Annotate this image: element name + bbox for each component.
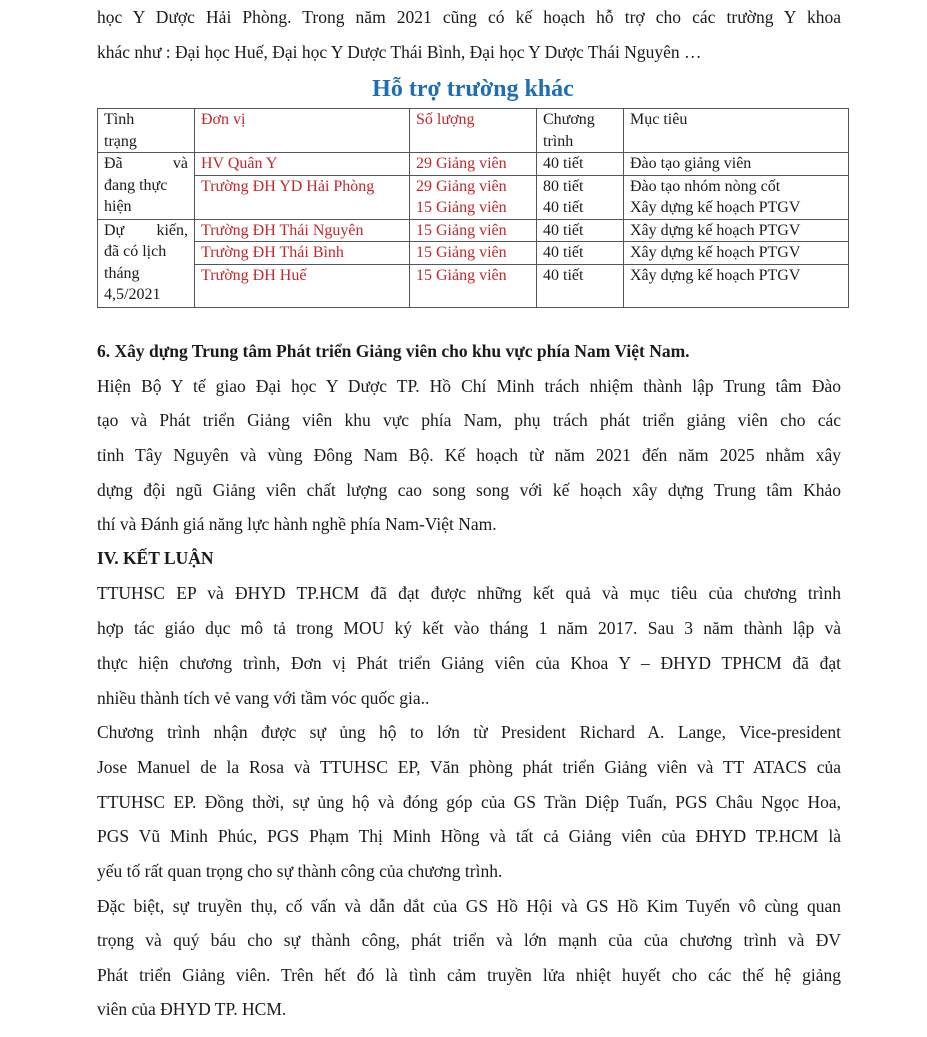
table-row [98,175,849,219]
goal-cell: Đào tạo giảng viên [624,153,849,176]
status-planned-cell: Dự kiến, đã có lịch tháng 4,5/2021 [98,219,195,307]
table-row [98,219,849,242]
table-row [98,264,849,307]
conclusion-line: PGS Vũ Minh Phúc, PGS Phạm Thị Minh Hồng và tất cả Giảng viên của ĐHYD TP.HCM là [97,826,841,846]
conclusion-line: thực hiện chương trình, Đơn vị Phát triển Giảng viên của Khoa Y – ĐHYD TPHCM đã đạt [97,653,841,673]
section6-heading: 6. Xây dựng Trung tâm Phát triển Giảng viên cho khu vực phía Nam Việt Nam. [97,341,690,361]
conclusion-line: trọng và quý báu cho sự thành công, phát triển và lớn mạnh của của chương trình và ĐV [97,930,841,950]
goal-cell: Xây dựng kế hoạch PTGV [624,242,849,265]
program-cell: 40 tiết [537,242,624,265]
section6-line: tạo và Phát triển Giảng viên khu vực phía Nam, phụ trách phát triển giảng viên cho các [97,410,841,430]
intro-line: học Y Dược Hải Phòng. Trong năm 2021 cũng có kế hoạch hỗ trợ cho các trường Y khoa [97,7,841,27]
table-row [98,242,849,265]
program-cell: 40 tiết [537,219,624,242]
program-cell: 40 tiết [537,264,624,307]
conclusion-line: yếu tố rất quan trọng cho sự thành công của chương trình. [97,861,503,881]
section6-line: dựng đội ngũ Giảng viên chất lượng cao song song với kế hoạch xây dựng Trung tâm Khảo [97,480,841,500]
header-program: Chương trình [537,109,624,153]
unit-cell: Trường ĐH Huế [195,264,410,307]
conclusion-line: nhiều thành tích vẻ vang với tầm vóc quốc gia.. [97,688,430,708]
conclusion-line: Chương trình nhận được sự ủng hộ to lớn từ President Richard A. Lange, Vice-president [97,722,841,742]
quantity-cell: 15 Giảng viên [410,219,537,242]
program-cell: 80 tiết 40 tiết [537,175,624,219]
conclusion-line: Phát triển Giảng viên. Trên hết đó là tình cảm truyền lửa nhiệt huyết cho các thế hệ giảng [97,965,841,985]
conclusion-heading: IV. KẾT LUẬN [97,548,214,568]
program-cell: 40 tiết [537,153,624,176]
goal-cell: Đào tạo nhóm nòng cốt Xây dựng kế hoạch PTGV [624,175,849,219]
quantity-cell: 29 Giảng viên 15 Giảng viên [410,175,537,219]
quantity-cell: 29 Giảng viên [410,153,537,176]
table-header-row [98,109,849,153]
unit-cell: HV Quân Y [195,153,410,176]
unit-cell: Trường ĐH Thái Bình [195,242,410,265]
header-status: Tình trạng [98,109,195,153]
quantity-cell: 15 Giảng viên [410,264,537,307]
header-quantity: Số lượng [410,109,537,153]
support-table [97,108,849,308]
conclusion-line: viên của ĐHYD TP. HCM. [97,999,287,1019]
conclusion-line: Jose Manuel de la Rosa và TTUHSC EP, Văn phòng phát triển Giảng viên và TT ATACS của [97,757,841,777]
status-done-cell: Đã và đang thực hiện [98,153,195,220]
header-unit: Đơn vị [195,109,410,153]
section6-line: Hiện Bộ Y tế giao Đại học Y Dược TP. Hồ Chí Minh trách nhiệm thành lập Trung tâm Đào [97,376,841,396]
unit-cell: Trường ĐH YD Hải Phòng [195,175,410,219]
goal-cell: Xây dựng kế hoạch PTGV [624,219,849,242]
section6-line: thí và Đánh giá năng lực hành nghề phía Nam-Việt Nam. [97,514,497,534]
conclusion-line: Đặc biệt, sự truyền thụ, cố vấn và dẫn dắt của GS Hồ Hội và GS Hồ Kim Tuyến vô cùng quan [97,896,841,916]
section6-line: tỉnh Tây Nguyên và vùng Đông Nam Bộ. Kế hoạch từ năm 2021 đến năm 2025 nhằm xây [97,445,841,465]
conclusion-line: TTUHSC EP. Đồng thời, sự ủng hộ và đóng góp của GS Trần Diệp Tuấn, PGS Châu Ngọc Hoa, [97,792,841,812]
table-title: Hỗ trợ trường khác [372,76,574,102]
quantity-cell: 15 Giảng viên [410,242,537,265]
intro-line: khác như : Đại học Huế, Đại học Y Dược Thái Bình, Đại học Y Dược Thái Nguyên … [97,42,702,62]
unit-cell: Trường ĐH Thái Nguyên [195,219,410,242]
header-goal: Mục tiêu [624,109,849,153]
conclusion-line: hợp tác giáo dục mô tả trong MOU ký kết vào tháng 1 năm 2017. Sau 3 năm thành lập và [97,618,841,638]
goal-cell: Xây dựng kế hoạch PTGV [624,264,849,307]
conclusion-line: TTUHSC EP và ĐHYD TP.HCM đã đạt được những kết quả và mục tiêu của chương trình [97,583,841,603]
table-row [98,153,849,176]
